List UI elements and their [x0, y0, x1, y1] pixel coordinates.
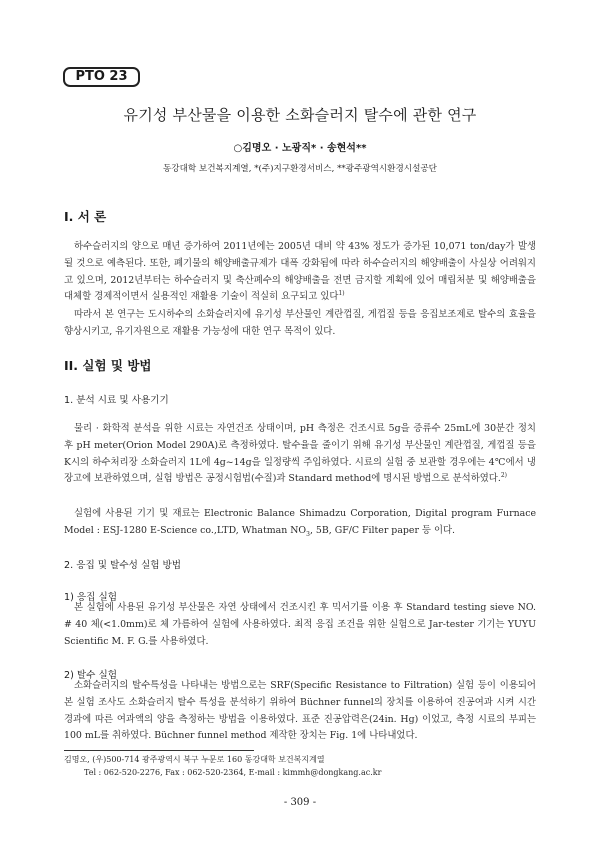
reference-mark: 1) [338, 290, 345, 298]
footnote-divider [64, 750, 254, 751]
affiliation-line: 동강대학 보건복지계열, *(주)지구환경서비스, **광주광역시환경시설공단 [162, 164, 437, 174]
intro-paragraph-1-text: 하수슬러지의 양으로 매년 증가하여 2011년에는 2005년 대비 약 43% 정도가 증가된 10,071 ton/day가 발생 될 것으로 예측된다. 또한, 폐기물의 해양배출규제가 대폭 강화됨에 따라 하수슬러지의 해양배출이 사실상 어려워지고 있으며, 2012년부터는 하수슬러지 및 축산폐수의 해양배출을 전면 금지할 계획에 있어 매립처분 및 해양배출을 대체할 경제적이면서 실용적인 재활용 기술이 적실히 요구되고 있다 [64, 241, 536, 303]
intro-paragraph-2: 따라서 본 연구는 도시하수의 소화슬러지에 유기성 부산물인 계란껍질, 게껍질 등을 응집보조제로 탈수의 효율을 향상시키고, 유기자원으로 재활용 가능성에 대한 연구 목적이 있다. [64, 309, 536, 337]
session-code-box [63, 67, 140, 87]
dewatering-paragraph: 소화슬러지의 탈수특성을 나타내는 방법으로는 SRF(Specific Resistance to Filtration) 실험 등이 이용되어 본 실험 조사도 소화슬러지 탈수 특성을 분석하기 위하여 Büchner funnel의 장치를 이용하여 진공여과 시켜 시간경과에 따른 여과액의 양을 측정하는 방법을 이용하였다. 표준 진공압력은(24in. Hg) 이었고, 측정 시료의 부피는 100 mL를 취하였다. Büchner funnel method 제작한 장치는 Fig. 1에 나타내었다. [64, 680, 536, 742]
intro-paragraph-1 [64, 239, 536, 306]
session-code: PTO 23 [75, 69, 128, 84]
samples-paragraph-1 [64, 421, 536, 488]
section-heading-introduction: I. 서 론 [64, 209, 107, 224]
footnote-address: 김명오, (우)500-714 광주광역시 북구 누문로 160 동강대학 보건복지계열 [64, 755, 325, 764]
page-number: - 309 - [283, 797, 317, 808]
subsubsection-heading-dewatering: 2) 탈수 실험 [64, 670, 118, 681]
samples-paragraph-2 [64, 506, 536, 540]
subscript-3: 3 [306, 530, 310, 538]
footnote-contact: Tel : 062-520-2276, Fax : 062-520-2364, E-mail : kimmh@dongkang.ac.kr [84, 768, 382, 777]
equipment-text-start: 실험에 사용된 기기 및 재료는 Electronic Balance Shimadzu Corporation, Digital program Furnace Model : ESJ-1280 E-Science co.,LTD, Whatman NO [64, 508, 536, 536]
reference-mark: 2) [500, 472, 508, 480]
author-list: ○김명오 · 노광직* · 송현석** [233, 143, 367, 154]
subsubsection-heading-flocculation: 1) 응집 실험 [64, 592, 118, 603]
section-heading-methods: II. 실험 및 방법 [64, 358, 152, 373]
subsection-heading-samples: 1. 분석 시료 및 사용기기 [64, 395, 169, 406]
paper-title: 유기성 부산물을 이용한 소화슬러지 탈수에 관한 연구 [123, 106, 477, 124]
samples-paragraph-1-text: 물리 · 화학적 분석을 위한 시료는 자연건조 상태이며, pH 측정은 건조시료 5g을 증류수 25mL에 30분간 정치 후 pH meter(Orion Model 290A)로 측정하였다. 탈수율을 줄이기 위해 유기성 부산물인 계란껍질, 게껍질 등을 K시의 하수처리장 소화슬러지 1L에 4g~14g을 일정량씩 주입하였다. 시료의 실험 중 보관할 경우에는 4℃에서 냉장고에 보관하였으며, 실험 방법은 공정시험법(수질)과 Standard method에 명시된 방법으로 분석하였다. [64, 423, 536, 485]
equipment-text-end: , 5B, GF/C Filter paper 등 이다. [309, 524, 456, 536]
flocculation-paragraph: 본 실험에 사용된 유기성 부산물은 자연 상태에서 건조시킨 후 믹서기를 이용 후 Standard testing sieve NO. # 40 체(<1.0mm)로 체 가름하여 실험에 사용하였다. 최적 응집 조건을 위한 실험으로 Jar-tester 기기는 YUYU Scientific M. F. G.를 사용하였다. [64, 602, 536, 647]
subsection-heading-flocculation-dewatering: 2. 응집 및 탈수성 실험 방법 [64, 560, 182, 571]
